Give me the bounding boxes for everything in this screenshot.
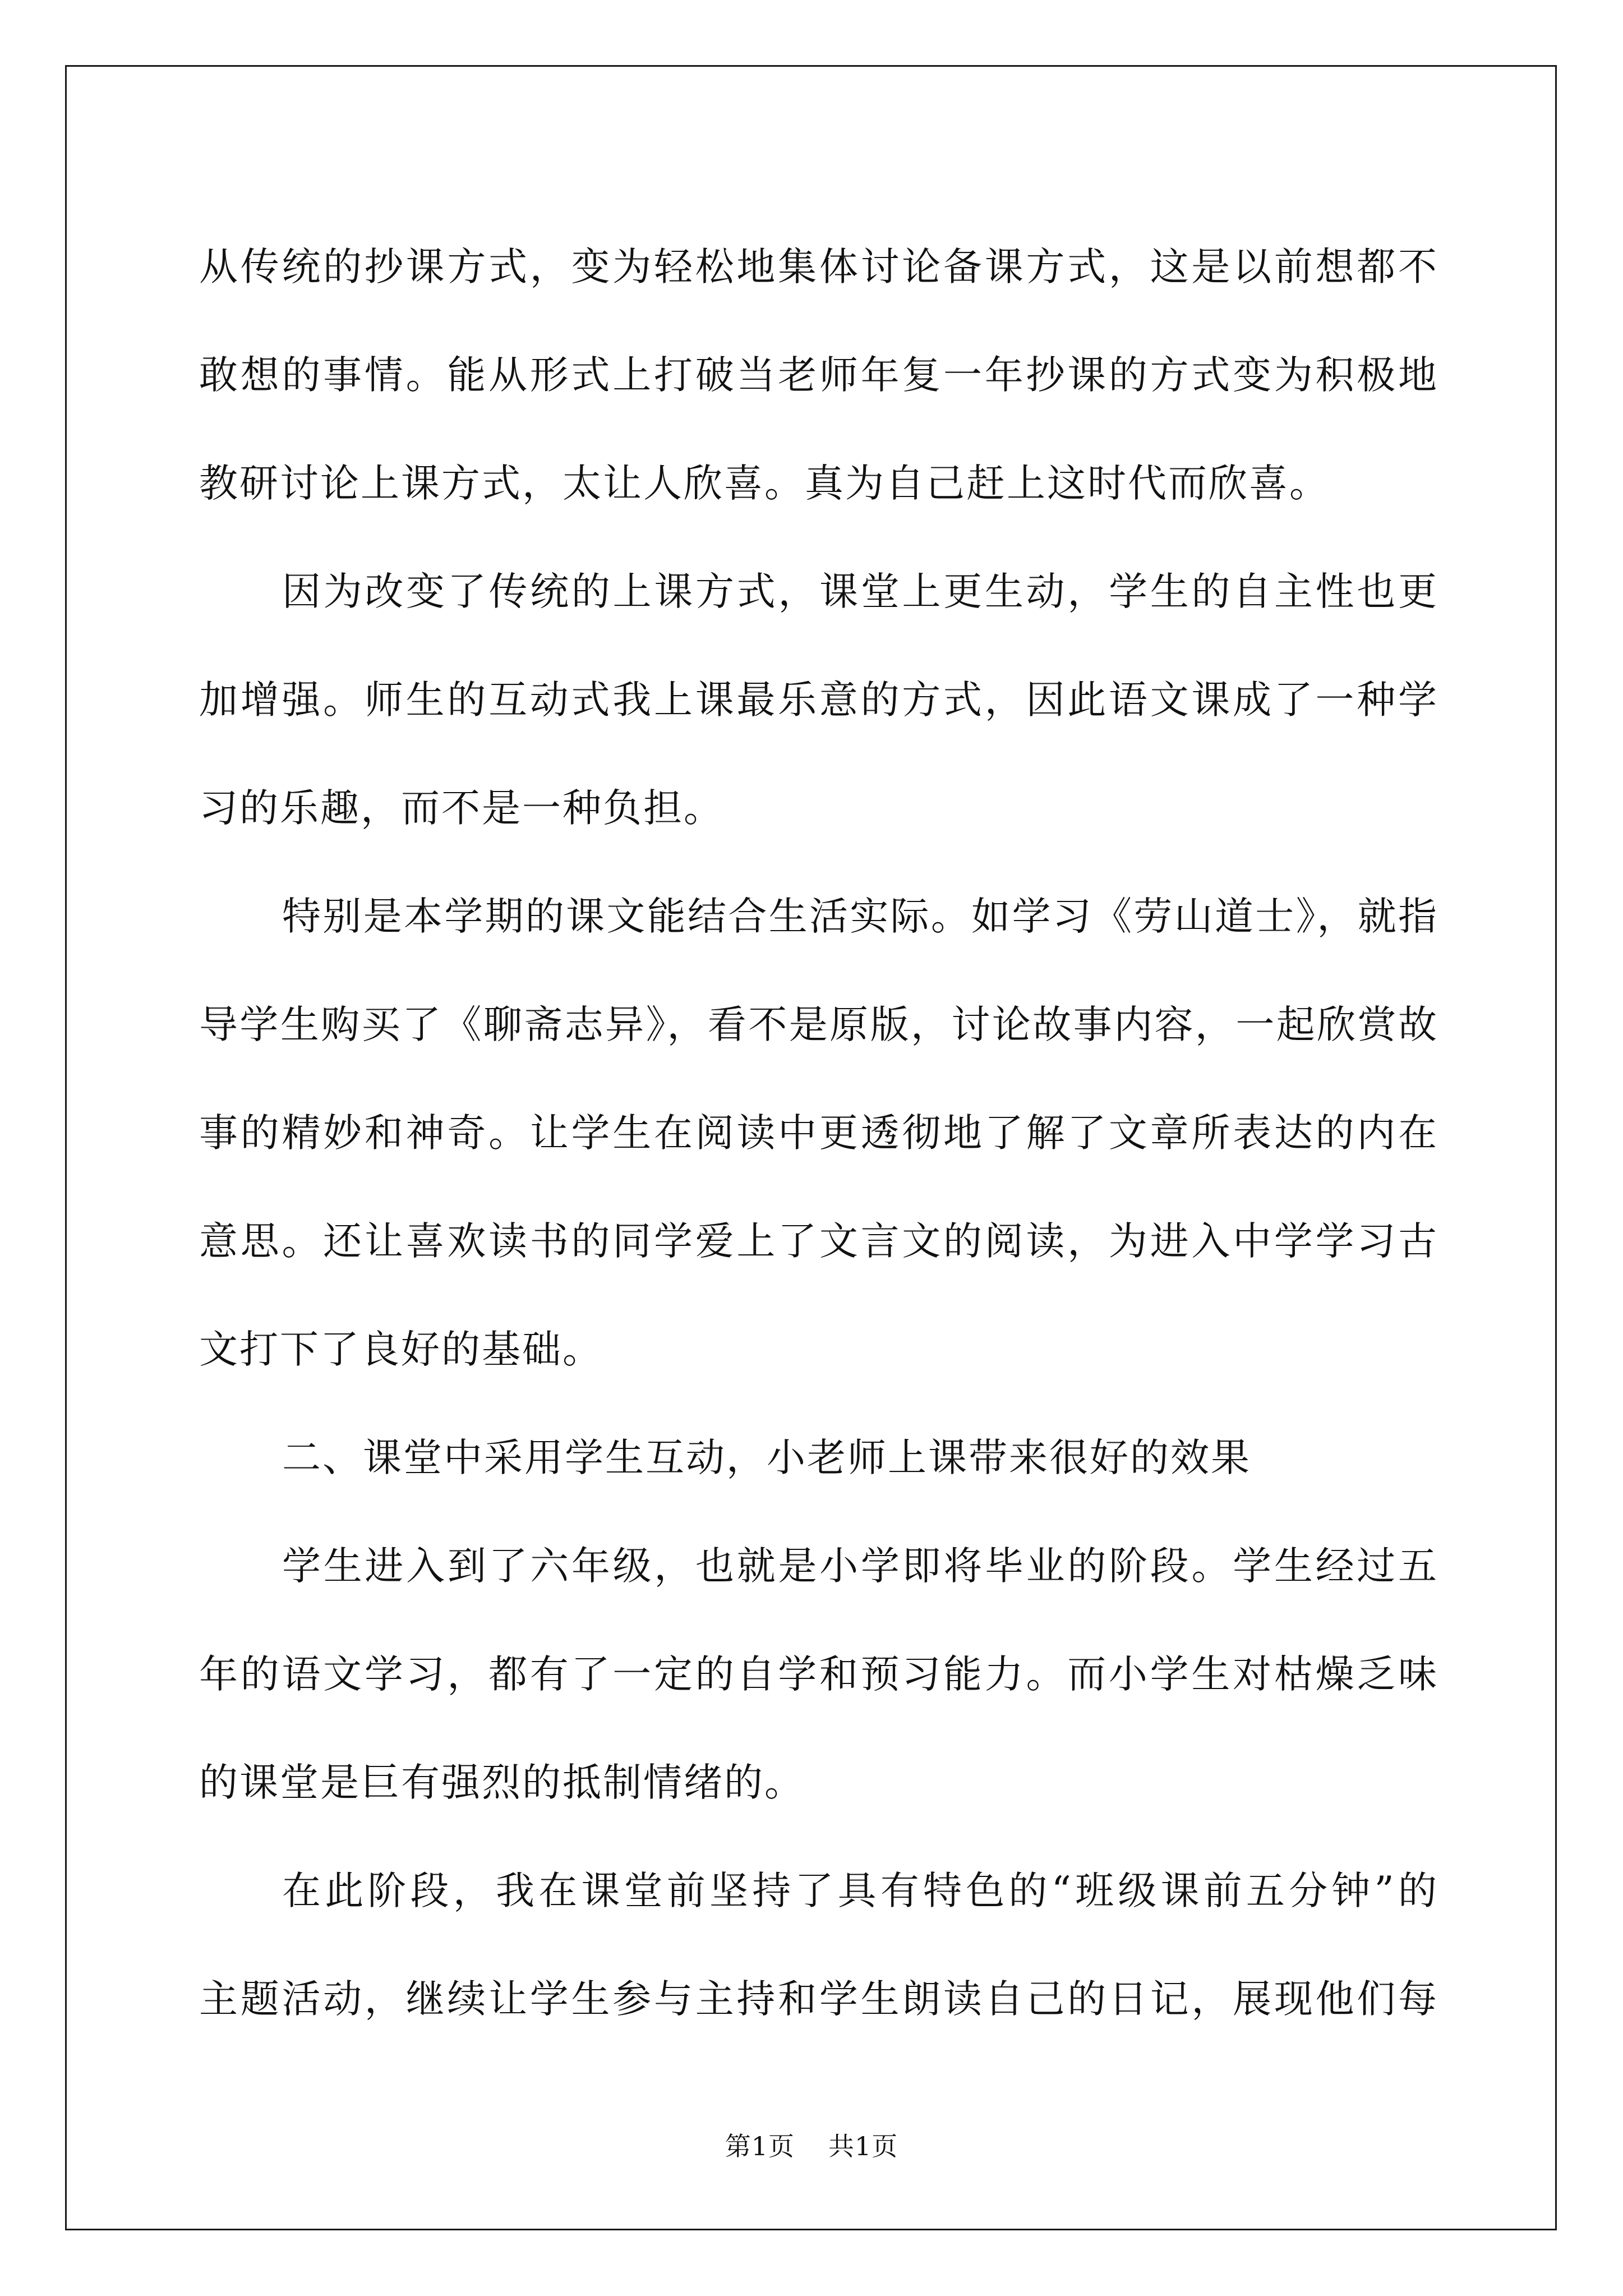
paragraph-line: 在此阶段，我在课堂前坚持了具有特色的“班级课前五分钟”的 [282,1869,1438,1913]
paragraph-line: 文打下了良好的基础。 [199,1327,603,1372]
paragraph-line: 从传统的抄课方式，变为轻松地集体讨论备课方式，这是以前想都不 [199,245,1438,289]
paragraph-line: 事的精妙和神奇。让学生在阅读中更透彻地了解了文章所表达的内在 [199,1111,1438,1156]
paragraph-line: 习的乐趣，而不是一种负担。 [199,786,724,831]
page-number-current: 第1页 [725,2131,795,2161]
paragraph-line: 学生进入到了六年级，也就是小学即将毕业的阶段。学生经过五 [282,1544,1438,1589]
page-footer [0,2126,1623,2163]
paragraph-line: 敢想的事情。能从形式上打破当老师年复一年抄课的方式变为积极地 [199,353,1438,398]
page-number-total: 共1页 [828,2131,898,2161]
paragraph-line: 特别是本学期的课文能结合生活实际。如学习《劳山道士》，就指 [282,894,1438,939]
paragraph-line: 因为改变了传统的上课方式，课堂上更生动，学生的自主性也更 [282,569,1438,614]
paragraph-line: 导学生购买了《聊斋志异》，看不是原版，讨论故事内容，一起欣赏故 [199,1002,1438,1047]
paragraph-line: 意思。还让喜欢读书的同学爱上了文言文的阅读，为进入中学学习古 [199,1219,1438,1264]
document-body [199,213,1438,2054]
paragraph-line: 加增强。师生的互动式我上课最乐意的方式，因此语文课成了一种学 [199,678,1438,723]
paragraph-line: 主题活动，继续让学生参与主持和学生朗读自己的日记，展现他们每 [199,1977,1438,2022]
section-heading: 二、课堂中采用学生互动，小老师上课带来很好的效果 [282,1435,1251,1480]
paragraph-line: 教研讨论上课方式，太让人欣喜。真为自己赶上这时代而欣喜。 [199,461,1330,506]
paragraph-line: 年的语文学习，都有了一定的自学和预习能力。而小学生对枯燥乏味 [199,1652,1438,1697]
paragraph-line: 的课堂是巨有强烈的抵制情绪的。 [199,1760,805,1805]
